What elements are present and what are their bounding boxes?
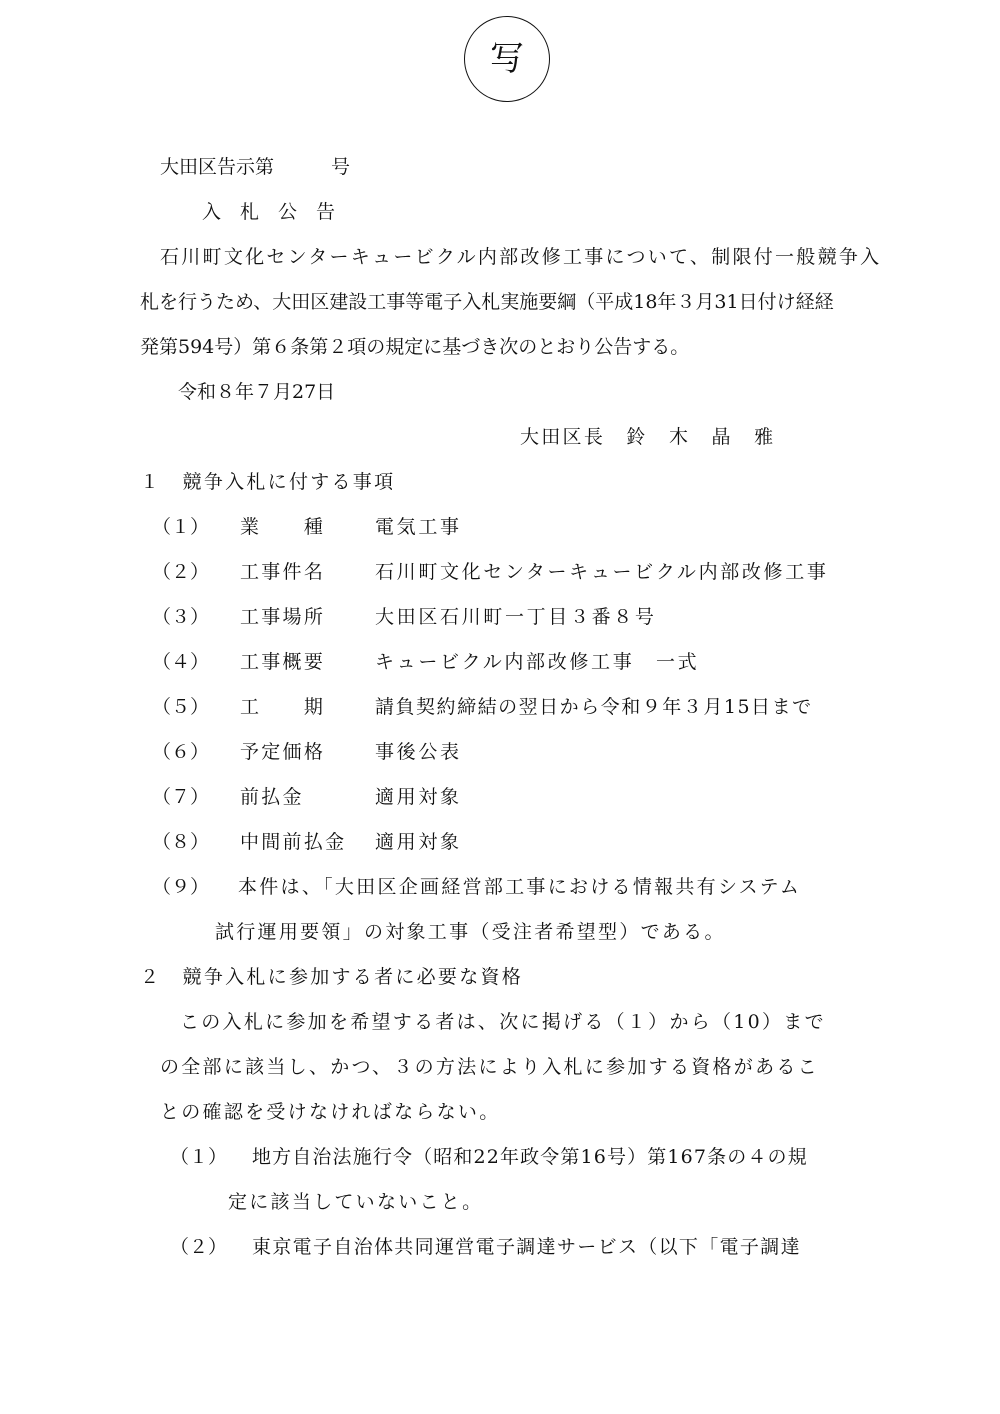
item-number: （５） bbox=[152, 696, 210, 718]
item-label: 工事概要 bbox=[240, 651, 326, 673]
section-2-intro-line-2: の全部に該当し、かつ、３の方法により入札に参加する資格があるこ bbox=[160, 1056, 819, 1078]
item-value: 大田区石川町一丁目３番８号 bbox=[375, 606, 657, 628]
item-value: キュービクル内部改修工事 一式 bbox=[375, 651, 700, 673]
item-number: （４） bbox=[152, 651, 210, 673]
item-number: （３） bbox=[152, 606, 210, 628]
item-label: 業 種 bbox=[240, 516, 326, 538]
copy-stamp: 写 bbox=[464, 16, 550, 102]
item-label: 予定価格 bbox=[240, 741, 326, 763]
item-value: 請負契約締結の翌日から令和９年３月15日まで bbox=[375, 696, 813, 718]
section-2-intro-line-3: との確認を受けなければならない。 bbox=[160, 1101, 501, 1123]
section-2-item-2-line-1: 東京電子自治体共同運営電子調達サービス（以下「電子調達 bbox=[252, 1236, 801, 1258]
item-number: （１） bbox=[152, 516, 210, 538]
item-value: 適用対象 bbox=[375, 831, 462, 853]
signatory: 大田区長 鈴 木 晶 雅 bbox=[520, 426, 776, 448]
notice-date: 令和８年７月27日 bbox=[178, 381, 336, 403]
item-label: 前払金 bbox=[240, 786, 304, 808]
item-label: 工事件名 bbox=[240, 561, 326, 583]
item-9-line-1: 本件は、「大田区企画経営部工事における情報共有システム bbox=[238, 876, 802, 898]
item-number: （６） bbox=[152, 741, 210, 763]
section-2-item-1-line-2: 定に該当していないこと。 bbox=[228, 1191, 484, 1213]
item-label: 工 期 bbox=[240, 696, 326, 718]
item-value: 電気工事 bbox=[375, 516, 462, 538]
item-number: （７） bbox=[152, 786, 210, 808]
section-2-intro-line-1: この入札に参加を希望する者は、次に掲げる（１）から（10）まで bbox=[180, 1011, 826, 1033]
item-value: 事後公表 bbox=[375, 741, 462, 763]
item-number: （２） bbox=[170, 1236, 228, 1258]
item-value: 適用対象 bbox=[375, 786, 462, 808]
section-1-heading: １ 競争入札に付する事項 bbox=[140, 471, 396, 493]
item-label: 中間前払金 bbox=[240, 831, 347, 853]
intro-line-2: 札を行うため、大田区建設工事等電子入札実施要綱（平成18年３月31日付け経経 bbox=[140, 291, 834, 313]
item-number: （８） bbox=[152, 831, 210, 853]
notice-number: 大田区告示第 号 bbox=[160, 156, 351, 178]
item-9-line-2: 試行運用要領」の対象工事（受注者希望型）である。 bbox=[215, 921, 726, 943]
section-2-item-1-line-1: 地方自治法施行令（昭和22年政令第16号）第167条の４の規 bbox=[252, 1146, 808, 1168]
item-label: 工事場所 bbox=[240, 606, 326, 628]
item-number: （１） bbox=[170, 1146, 228, 1168]
section-2-heading: ２ 競争入札に参加する者に必要な資格 bbox=[140, 966, 524, 988]
item-value: 石川町文化センターキュービクル内部改修工事 bbox=[375, 561, 829, 583]
notice-title: 入 札 公 告 bbox=[202, 201, 336, 223]
intro-line-3: 発第594号）第６条第２項の規定に基づき次のとおり公告する。 bbox=[140, 336, 690, 358]
item-number: （９） bbox=[152, 876, 210, 898]
item-number: （２） bbox=[152, 561, 210, 583]
intro-line-1: 石川町文化センターキュービクル内部改修工事について、制限付一般競争入 bbox=[160, 246, 882, 268]
